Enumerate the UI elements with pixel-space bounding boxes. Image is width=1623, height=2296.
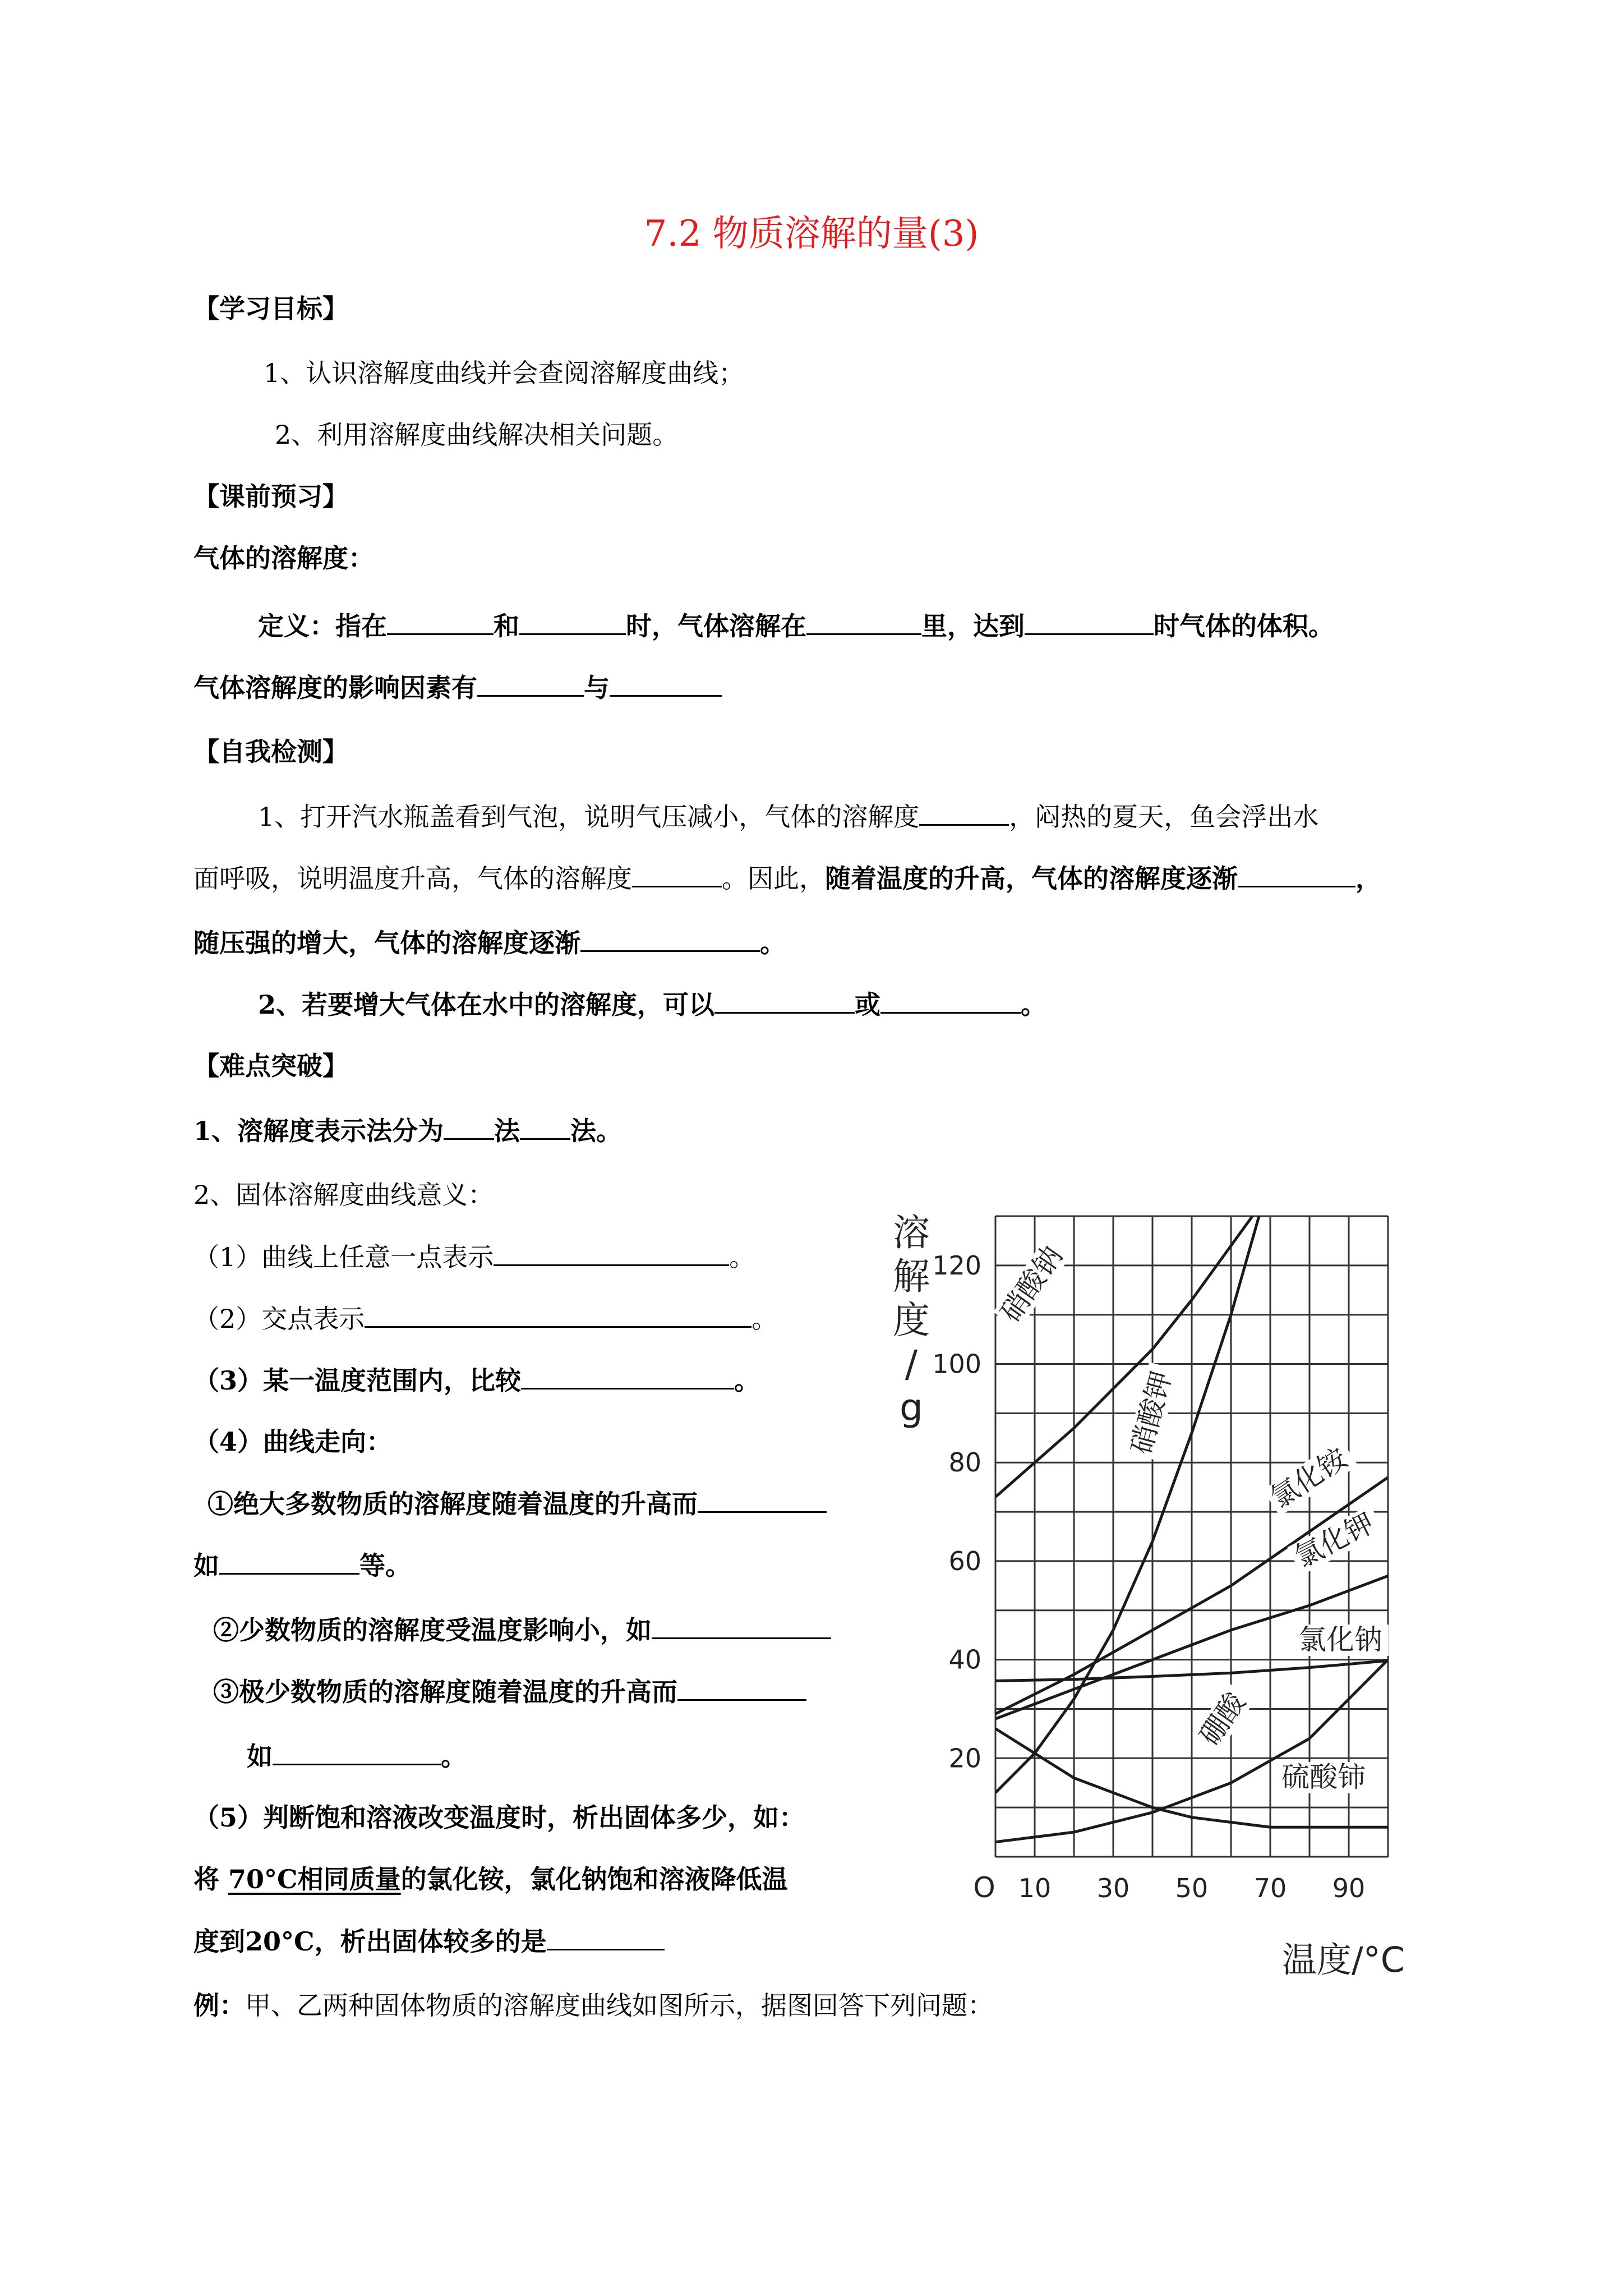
meaning-4: （4）曲线走向： [193, 1427, 393, 1457]
series-label: 氯化钠 [1298, 1623, 1382, 1656]
blank[interactable] [610, 670, 722, 697]
blank[interactable] [520, 1114, 570, 1140]
y-axis-label: 溶解度/ g [893, 1211, 930, 1429]
blank[interactable] [880, 987, 1021, 1014]
series-label-group [992, 1235, 1072, 1330]
x-tick-label: 50 [1175, 1873, 1209, 1903]
blank[interactable] [494, 1240, 729, 1266]
meaning-5: （5）判断饱和溶液改变温度时，析出固体多少，如： [193, 1802, 805, 1833]
blank[interactable] [698, 1487, 827, 1513]
x-tick-label: 90 [1332, 1873, 1366, 1903]
preview-definition: 定义：指在 和 时，气体溶解在 里，达到 时气体的体积。 [258, 609, 1334, 643]
series-label: 硝酸钠 [994, 1240, 1069, 1328]
blank[interactable] [1025, 609, 1154, 635]
series-label: 硝酸钾 [1124, 1368, 1178, 1458]
y-tick-label: 60 [948, 1545, 981, 1576]
blank[interactable] [714, 987, 855, 1014]
blank[interactable] [1238, 861, 1355, 887]
section-goals: 【学习目标】 [193, 293, 348, 324]
self-check-q2: 2、若要增大气体在水中的溶解度，可以 或 。 [258, 987, 1046, 1022]
series-label-group [1124, 1362, 1179, 1460]
blank[interactable] [521, 1363, 734, 1389]
series-label: 氯化铵 [1264, 1441, 1353, 1515]
blank[interactable] [547, 1924, 665, 1950]
section-difficulty: 【难点突破】 [193, 1051, 348, 1081]
meaning-5-line2: 将 70°C相同质量的氯化铵，氯化钠饱和溶液降低温 [193, 1864, 788, 1894]
blank[interactable] [219, 1548, 359, 1575]
series-label: 硼酸 [1193, 1686, 1252, 1751]
trend-3: ③极少数物质的溶解度随着温度的升高而 [213, 1674, 806, 1709]
trend-2: ②少数物质的溶解度受温度影响小，如 [213, 1613, 831, 1647]
y-tick-label: 20 [948, 1743, 981, 1774]
blank[interactable] [806, 609, 921, 635]
blank[interactable] [273, 1739, 441, 1765]
blank[interactable] [632, 861, 722, 887]
series-label: 氯化钾 [1289, 1506, 1380, 1574]
y-tick-label: 100 [932, 1349, 981, 1379]
self-check-q1-line2: 面呼吸，说明温度升高，气体的溶解度 。因此，随着温度的升高，气体的溶解度逐渐 ， [193, 861, 1381, 895]
blank[interactable] [519, 609, 626, 635]
y-tick-label: 120 [932, 1250, 981, 1281]
series-label: 硫酸铈 [1281, 1761, 1366, 1793]
blank[interactable] [477, 670, 584, 697]
self-check-q1-line1: 1、打开汽水瓶盖看到气泡，说明气压减小，气体的溶解度 ，闷热的夏天，鱼会浮出水 [258, 799, 1318, 834]
blank[interactable] [677, 1674, 806, 1701]
blank[interactable] [580, 926, 760, 952]
trend-1: ①绝大多数物质的溶解度随着温度的升高而 [208, 1487, 827, 1521]
goal-1: 1、认识溶解度曲线并会查阅溶解度曲线； [264, 358, 745, 388]
page-title: 7.2 物质溶解的量(3) [644, 213, 979, 255]
section-self-check: 【自我检测】 [193, 737, 348, 767]
trend-3-example: 如 。 [247, 1739, 467, 1773]
preview-heading: 气体的溶解度： [193, 543, 374, 573]
series-label-group [1295, 1623, 1389, 1656]
y-tick-label: 80 [948, 1447, 981, 1478]
blank[interactable] [652, 1613, 831, 1639]
blank[interactable] [387, 609, 494, 635]
y-tick-label: 40 [948, 1644, 981, 1675]
difficulty-1: 1、溶解度表示法分为 法 法。 [193, 1114, 622, 1148]
blank[interactable] [919, 799, 1009, 826]
blank[interactable] [444, 1114, 494, 1140]
difficulty-2: 2、固体溶解度曲线意义： [193, 1180, 494, 1210]
solubility-chart [886, 1206, 1424, 1980]
series-label-group [1191, 1682, 1255, 1754]
preview-factors: 气体溶解度的影响因素有 与 [193, 670, 722, 705]
section-preview: 【课前预习】 [193, 481, 348, 512]
x-axis-label: 温度/°C [1281, 1939, 1405, 1980]
meaning-3: （3）某一温度范围内，比较 。 [193, 1363, 760, 1397]
trend-1-example: 如 等。 [193, 1548, 411, 1582]
x-tick-label: 70 [1253, 1873, 1287, 1903]
origin-label: O [973, 1871, 995, 1904]
meaning-1: （1）曲线上任意一点表示 。 [193, 1240, 755, 1274]
self-check-q1-line3: 随压强的增大，气体的溶解度逐渐 。 [193, 926, 786, 960]
blank[interactable] [365, 1301, 751, 1328]
x-tick-label: 30 [1096, 1873, 1130, 1903]
goal-2: 2、利用溶解度曲线解决相关问题。 [275, 420, 679, 450]
x-tick-label: 10 [1018, 1873, 1052, 1903]
meaning-5-line3: 度到20°C，析出固体较多的是 [193, 1924, 665, 1958]
example-question: 例：甲、乙两种固体物质的溶解度曲线如图所示，据图回答下列问题： [193, 1990, 993, 2021]
meaning-2: （2）交点表示 。 [193, 1301, 777, 1336]
series-label-group [1279, 1761, 1372, 1793]
